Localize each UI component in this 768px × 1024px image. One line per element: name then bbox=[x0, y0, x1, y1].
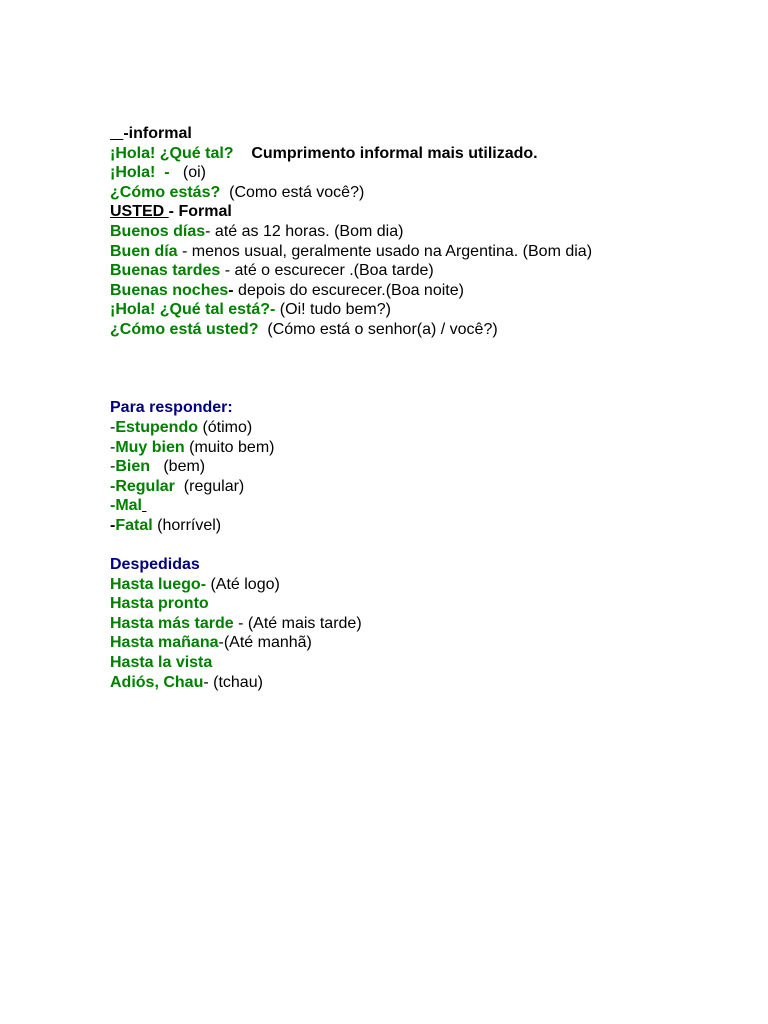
section-spacer bbox=[110, 340, 750, 399]
responder-desc bbox=[142, 497, 146, 514]
formal-dash: - bbox=[228, 281, 234, 299]
responder-desc: (ótimo) bbox=[198, 418, 253, 436]
despedida-term: Hasta mañana bbox=[110, 634, 219, 652]
como-estas-term: ¿Cómo estás? bbox=[110, 183, 221, 201]
responder-prefix: - bbox=[110, 477, 116, 495]
responder-heading: Para responder: bbox=[110, 399, 233, 417]
despedidas-heading-line bbox=[110, 555, 750, 575]
despedidas-heading: Despedidas bbox=[110, 556, 200, 574]
despedida-desc: - (Até mais tarde) bbox=[233, 614, 362, 632]
responder-term: Muy bien bbox=[115, 438, 185, 456]
section-spacer bbox=[110, 535, 750, 555]
responder-item bbox=[110, 496, 750, 516]
hola-term: ¡Hola! - bbox=[110, 164, 170, 182]
despedida-desc: -(Até manhã) bbox=[218, 634, 312, 652]
formal-line bbox=[110, 222, 750, 242]
formal-line bbox=[110, 261, 750, 281]
responder-desc: (bem) bbox=[150, 458, 206, 476]
hola-line bbox=[110, 163, 750, 183]
hola-que-tal-gap bbox=[234, 145, 252, 162]
responder-item bbox=[110, 418, 750, 438]
responder-prefix: - bbox=[110, 516, 116, 534]
usted-label: USTED bbox=[110, 203, 169, 221]
despedida-item bbox=[110, 575, 750, 595]
responder-term: Estupendo bbox=[115, 418, 198, 436]
responder-desc: (horrível) bbox=[152, 516, 222, 534]
despedida-term: Hasta luego- bbox=[110, 575, 207, 593]
responder-term: Fatal bbox=[115, 516, 153, 534]
hola-que-tal-line bbox=[110, 144, 750, 164]
formal-desc: (Oi! tudo bem?) bbox=[275, 301, 391, 319]
hola-que-tal-term: ¡Hola! ¿Qué tal? bbox=[110, 144, 234, 162]
responder-item bbox=[110, 516, 750, 536]
hola-que-tal-desc: Cumprimento informal mais utilizado. bbox=[251, 144, 538, 162]
formal-term: Buenos días bbox=[110, 222, 206, 240]
responder-prefix: - bbox=[110, 438, 116, 456]
despedida-term: Adiós, Chau bbox=[110, 673, 204, 691]
formal-term: Buenas tardes bbox=[110, 262, 221, 280]
despedida-desc: (Até logo) bbox=[206, 575, 280, 593]
informal-blank bbox=[110, 125, 123, 142]
despedida-term: Hasta más tarde bbox=[110, 614, 234, 632]
responder-item bbox=[110, 477, 750, 497]
formal-term: Buen día bbox=[110, 242, 178, 260]
despedida-term: Hasta la vista bbox=[110, 654, 213, 672]
formal-desc: - até o escurecer .(Boa tarde) bbox=[220, 262, 434, 280]
despedida-item bbox=[110, 653, 750, 673]
formal-desc: depois do escurecer.(Boa noite) bbox=[233, 281, 464, 299]
responder-desc: (muito bem) bbox=[184, 438, 275, 456]
formal-term: Buenas noches bbox=[110, 281, 229, 299]
responder-desc: (regular) bbox=[174, 477, 245, 495]
responder-prefix: - bbox=[110, 418, 116, 436]
formal-line bbox=[110, 242, 750, 262]
formal-desc: (Cómo está o senhor(a) / você?) bbox=[258, 320, 498, 338]
despedida-term: Hasta pronto bbox=[110, 595, 209, 613]
despedida-desc: - (tchau) bbox=[203, 673, 263, 691]
responder-term: Regular bbox=[115, 477, 175, 495]
formal-heading-line bbox=[110, 202, 750, 222]
responder-prefix: - bbox=[110, 497, 116, 515]
formal-desc: - menos usual, geralmente usado na Argentina. (Bom dia) bbox=[177, 242, 593, 260]
responder-term: Bien bbox=[115, 458, 150, 476]
formal-line bbox=[110, 300, 750, 320]
despedida-item bbox=[110, 614, 750, 634]
formal-line bbox=[110, 281, 750, 301]
document-page bbox=[110, 124, 750, 692]
formal-line bbox=[110, 320, 750, 340]
despedida-item bbox=[110, 673, 750, 693]
despedida-item bbox=[110, 633, 750, 653]
formal-desc: - até as 12 horas. (Bom dia) bbox=[205, 222, 404, 240]
formal-term: ¿Cómo está usted? bbox=[110, 320, 259, 338]
responder-item bbox=[110, 457, 750, 477]
informal-heading: -informal bbox=[123, 125, 192, 142]
responder-heading-line bbox=[110, 398, 750, 418]
hola-desc: (oi) bbox=[169, 164, 206, 182]
informal-heading-line bbox=[110, 124, 750, 144]
despedida-item bbox=[110, 594, 750, 614]
responder-term: Mal bbox=[115, 497, 142, 515]
como-estas-desc: (Como está você?) bbox=[220, 183, 365, 201]
formal-term: ¡Hola! ¿Qué tal está?- bbox=[110, 301, 276, 319]
responder-item bbox=[110, 438, 750, 458]
como-estas-line bbox=[110, 183, 750, 203]
formal-heading: - Formal bbox=[168, 203, 232, 221]
responder-prefix: - bbox=[110, 458, 116, 476]
